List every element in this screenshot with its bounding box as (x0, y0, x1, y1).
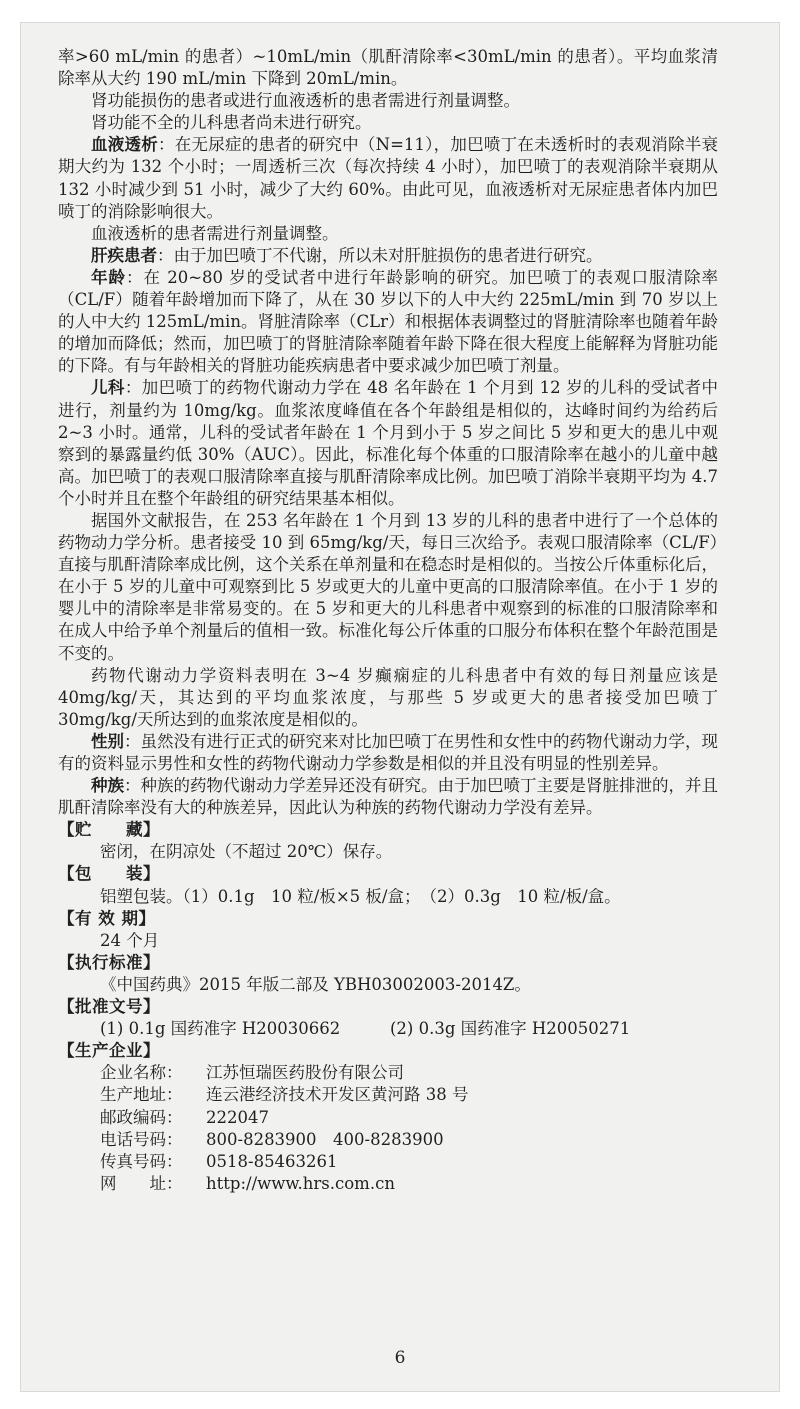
heading-storage: 【贮 藏】 (58, 820, 160, 840)
paragraph-pk-data: 药物代谢动力学资料表明在 3~4 岁癫痫症的儿科患者中有效的每日剂量应该是 40mg/kg/天，其达到的平均血浆浓度，与那些 5 岁或更大的患者接受加巴喷丁 30mg/kg/天所达到的血浆浓度是相似的。 (58, 665, 718, 729)
label-hemodialysis: 血液透析 (91, 135, 158, 155)
approval-item-1: (1) 0.1g 国药准字 H20030662 (100, 1019, 341, 1039)
text-hemodialysis: ：在无尿症的患者的研究中（N=11），加巴喷丁在未透析时的表观消除半衰期大约为 132 个小时；一周透析三次（每次持续 4 小时），加巴喷丁的表观消除半衰期从 132 小时减少到 51 小时，减少了大约 60%。由此可见，血液透析对无尿症患者体内加巴喷丁的消除影响很大。 (58, 135, 719, 221)
heading-package: 【包 装】 (58, 864, 160, 884)
paragraph-dose-adjust: 肾功能损伤的患者或进行血液透析的患者需进行剂量调整。 (91, 91, 520, 111)
manufacturer-fax-row (58, 1151, 718, 1173)
paragraph-clearance: 率>60 mL/min 的患者）~10mL/min（肌酐清除率<30mL/min 的患者）。平均血浆清除率从大约 190 mL/min 下降到 20mL/min。 (58, 47, 718, 89)
page-number: 6 (394, 1348, 406, 1368)
paragraph-hemodialysis (58, 134, 718, 222)
text-gender: ：虽然没有进行正式的研究来对比加巴喷丁在男性和女性中的药物代谢动力学，现有的资料显示男性和女性的药物代谢动力学参数是相似的并且没有明显的性别差异。 (58, 731, 718, 773)
paragraph-pediatrics (58, 377, 718, 510)
paragraph-age (58, 267, 718, 377)
label-age: 年龄 (91, 267, 126, 287)
manufacturer-postcode-key: 邮政编码： (100, 1107, 183, 1127)
manufacturer-address-key: 生产地址： (100, 1085, 183, 1105)
heading-approval: 【批准文号】 (58, 997, 160, 1017)
standard-text: 《中国药典》2015 年版二部及 YBH03002003-2014Z。 (100, 974, 531, 994)
manufacturer-website-value: http://www.hrs.com.cn (206, 1173, 395, 1193)
storage-text: 密闭，在阴凉处（不超过 20℃）保存。 (100, 842, 393, 862)
label-hepatic: 肝疾患者 (91, 245, 157, 265)
manufacturer-name-value: 江苏恒瑞医药股份有限公司 (206, 1063, 404, 1083)
approval-numbers (58, 1018, 718, 1040)
label-pediatrics: 儿科 (91, 378, 125, 398)
text-pediatrics: ：加巴喷丁的药物代谢动力学在 48 名年龄在 1 个月到 12 岁的儿科的受试者中进行，剂量约为 10mg/kg。血浆浓度峰值在各个年龄组是相似的，达峰时间约为给药后 2~3 小时。通常，儿科的受试者年龄在 1 个月到小于 5 岁之间比 5 岁和更大的患儿中观察到的暴露量约低 30%（AUC）。因此，标准化每个体重的口服清除率在越小的儿童中越高。加巴喷丁的表观口服清除率直接与肌酐清除率成比例。加巴喷丁消除半衰期平均为 4.7 个小时并且在整个年龄组的研究结果基本相似。 (58, 378, 718, 508)
manufacturer-fax-key: 传真号码： (100, 1151, 183, 1171)
manufacturer-website-key: 网 址： (100, 1173, 183, 1193)
validity-text: 24 个月 (100, 930, 160, 950)
manufacturer-phone-key: 电话号码： (100, 1129, 183, 1149)
heading-validity: 【有 效 期】 (58, 908, 156, 928)
text-age: ：在 20~80 岁的受试者中进行年龄影响的研究。加巴喷丁的表观口服清除率（CL/F）随着年龄增加而下降了，从在 30 岁以下的人中大约 225mL/min 到 70 岁以上的人中大约 125mL/min。肾脏清除率（CLr）和根据体表调整过的肾脏清除率也随着年龄的增加而降低；然而，加巴喷丁的肾脏清除率随着年龄下降在很大程度上能解释为肾脏功能的下降。有与年龄相关的肾脏功能疾病患者中要求减少加巴喷丁剂量。 (58, 267, 718, 376)
manufacturer-postcode-value: 222047 (206, 1107, 269, 1127)
label-race: 种族 (91, 776, 124, 796)
heading-manufacturer: 【生产企业】 (58, 1041, 160, 1061)
manufacturer-name-row (58, 1062, 718, 1084)
paragraph-race (58, 775, 718, 819)
paragraph-pediatric-renal: 肾功能不全的儿科患者尚未进行研究。 (91, 113, 372, 133)
heading-standard: 【执行标准】 (58, 952, 160, 972)
manufacturer-postcode-row (58, 1107, 718, 1129)
text-hepatic: ：由于加巴喷丁不代谢，所以未对肝脏损伤的患者进行研究。 (157, 245, 603, 265)
manufacturer-address-row (58, 1084, 718, 1106)
paragraph-foreign-report: 据国外文献报告，在 253 名年龄在 1 个月到 13 岁的儿科的患者中进行了一个总体的药物动力学分析。患者接受 10 到 65mg/kg/天，每日三次给予。表观口服清除率（CL/F）直接与肌酐清除率成比例，这个关系在单剂量和在稳态时是相似的。当按公斤体重标化后，在小于 5 岁的儿童中可观察到比 5 岁或更大的儿童中更高的口服清除率值。在小于 1 岁的婴儿中的清除率是非常易变的。在 5 岁和更大的儿科患者中观察到的标准的口服清除率和在成人中给予单个剂量后的值相一致。标准化每公斤体重的口服分布体积在整个年龄范围是不变的。 (58, 510, 718, 663)
manufacturer-fax-value: 0518-85463261 (206, 1151, 338, 1171)
manufacturer-address-value: 连云港经济技术开发区黄河路 38 号 (206, 1085, 469, 1105)
document-body (58, 46, 718, 1195)
manufacturer-phone-row (58, 1129, 718, 1151)
manufacturer-website-row (58, 1173, 718, 1195)
approval-item-2: (2) 0.3g 国药准字 H20050271 (390, 1019, 631, 1039)
label-gender: 性别 (91, 731, 124, 751)
package-text: 铝塑包装。（1）0.1g 10 粒/板×5 板/盒； （2）0.3g 10 粒/板/盒。 (100, 886, 621, 906)
manufacturer-phone-value: 800-8283900 400-8283900 (206, 1129, 444, 1149)
paragraph-dialysis-adjust: 血液透析的患者需进行剂量调整。 (91, 223, 339, 243)
text-race: ：种族的药物代谢动力学差异还没有研究。由于加巴喷丁主要是肾脏排泄的，并且肌酐清除率没有大的种族差异，因此认为种族的药物代谢动力学没有差异。 (58, 776, 718, 818)
paragraph-gender (58, 731, 718, 775)
manufacturer-name-key: 企业名称： (100, 1063, 183, 1083)
paragraph-hepatic (58, 245, 718, 267)
